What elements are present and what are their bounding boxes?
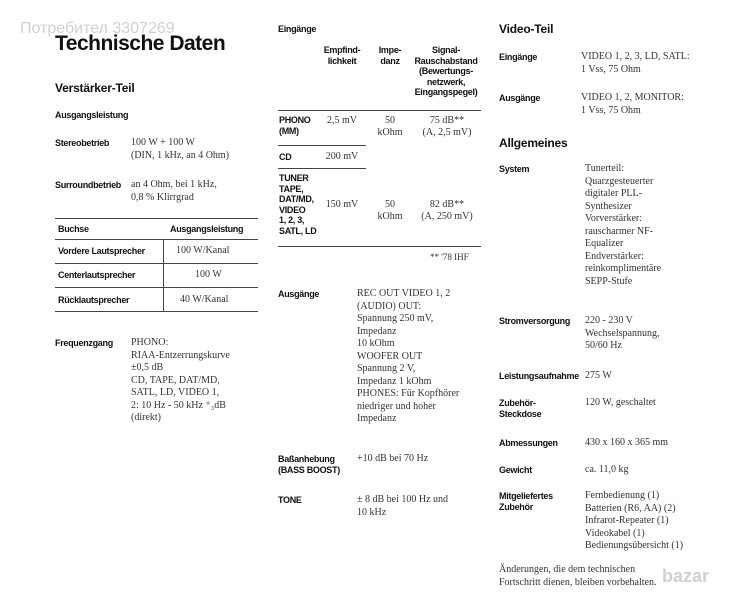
table-head-socket: Buchse [58, 224, 89, 234]
cell-snr: 82 dB** (A, 250 mV) [421, 199, 473, 222]
system-value: Tunerteil: Quarzgesteuerter digitaler PLL- Synthesizer Vorverstärker: rauscharmer NF- Equalizer Endverstärker: reinkomplimentäre SEPP-Stufe [585, 163, 662, 287]
dimensions-label: Abmessungen [499, 438, 558, 448]
video-outputs-value: VIDEO 1, 2, MONITOR: 1 Vss, 75 Ohm [581, 92, 684, 116]
surround-label: Surroundbetrieb [55, 180, 122, 190]
col-head-snr: Signal- Rauschabstand (Bewertungs- netzwerk, Eingangspegel) [414, 45, 478, 97]
stereo-label: Stereobetrieb [55, 138, 110, 148]
watermark-bottom: bazar [662, 566, 710, 586]
accessories-value: Fernbedienung (1) Batterien (R6, AA) (2) Infrarot-Repeater (1) Videokabel (1) Bedienungsübersicht (1) [585, 490, 684, 551]
video-inputs-value: VIDEO 1, 2, 3, LD, SATL: 1 Vss, 75 Ohm [581, 51, 690, 75]
bass-value: +10 dB bei 70 Hz [357, 453, 429, 464]
row-label-phono: PHONO (MM) [279, 115, 311, 136]
table-row-label: Vordere Lautsprecher [58, 246, 145, 256]
freq-label: Frequenzgang [55, 338, 113, 348]
video-inputs-label: Eingänge [499, 52, 538, 62]
col-head-impedance: Impe- danz [378, 45, 402, 66]
freq-value: PHONO: RIAA-Entzerrungskurve ±0,5 dB CD, TAPE, DAT/MD, SATL, LD, VIDEO 1, 2: 10 Hz - 50 kHz ⁺₃dB (direkt) [131, 337, 230, 423]
table-row-value: 100 W/Kanal [176, 245, 230, 256]
power-label: Stromversorgung [499, 316, 571, 326]
tone-label: TONE [278, 495, 302, 505]
power-value: 220 - 230 V Wechselspannung, 50/60 Hz [585, 315, 660, 351]
surround-value: an 4 Ohm, bei 1 kHz, 0,8 % Klirrgrad [131, 179, 217, 203]
inputs-heading: Eingänge [278, 24, 317, 34]
outputs-value: REC OUT VIDEO 1, 2 (AUDIO) OUT: Spannung 250 mV, Impedanz 10 kOhm WOOFER OUT Spannung 2 V, Impedanz 1 kOhm PHONES: Für Kopfhörer niedriger und hoher Impedanz [357, 288, 460, 424]
cell-impedance: 50 kOhm [377, 199, 403, 222]
table-head-power: Ausgangsleistung [170, 224, 244, 234]
weight-label: Gewicht [499, 465, 532, 475]
col-head-sensitivity: Empfind- lichkeit [323, 45, 361, 66]
cell-sensitivity: 2,5 mV [327, 115, 357, 126]
cell-impedance: 50 kOhm [377, 115, 403, 138]
bass-label: Baßanhebung (BASS BOOST) [278, 454, 340, 475]
amp-heading: Verstärker-Teil [55, 81, 135, 95]
consumption-label: Leistungsaufnahme [499, 371, 579, 381]
cell-snr: 75 dB** (A, 2,5 mV) [422, 115, 472, 138]
video-outputs-label: Ausgänge [499, 93, 541, 103]
table-row-value: 100 W [195, 269, 222, 280]
socket-label: Zubehör- Steckdose [499, 398, 542, 419]
row-label-tuner: TUNER TAPE, DAT/MD, VIDEO 1, 2, 3, SATL, LD [279, 173, 317, 236]
row-label-cd: CD [279, 152, 292, 162]
tone-value: ± 8 dB bei 100 Hz und 10 kHz [357, 494, 449, 518]
page-title: Technische Daten [55, 32, 226, 55]
system-label: System [499, 164, 530, 174]
table-row-value: 40 W/Kanal [180, 294, 229, 305]
watermark: Потребител 3307269 [20, 20, 175, 37]
footnote: ** '78 IHF [430, 252, 469, 262]
cell-sensitivity: 200 mV [325, 151, 359, 162]
weight-value: ca. 11,0 kg [585, 464, 629, 475]
dimensions-value: 430 x 160 x 365 mm [585, 437, 669, 448]
table-row-label: Rücklautsprecher [58, 295, 130, 305]
output-power-heading: Ausgangsleistung [55, 110, 129, 120]
stereo-value: 100 W + 100 W (DIN, 1 kHz, an 4 Ohm) [131, 137, 230, 161]
video-heading: Video-Teil [499, 22, 554, 36]
cell-sensitivity: 150 mV [325, 199, 359, 210]
table-row-label: Centerlautsprecher [58, 270, 136, 280]
consumption-value: 275 W [585, 370, 612, 381]
outputs-label: Ausgänge [278, 289, 320, 299]
general-heading: Allgemeines [499, 136, 568, 150]
change-note: Änderungen, die dem technischen Fortschritt dienen, bleiben vorbehalten. [499, 564, 657, 588]
socket-value: 120 W, geschaltet [585, 397, 656, 408]
accessories-label: Mitgeliefertes Zubehör [499, 491, 553, 512]
